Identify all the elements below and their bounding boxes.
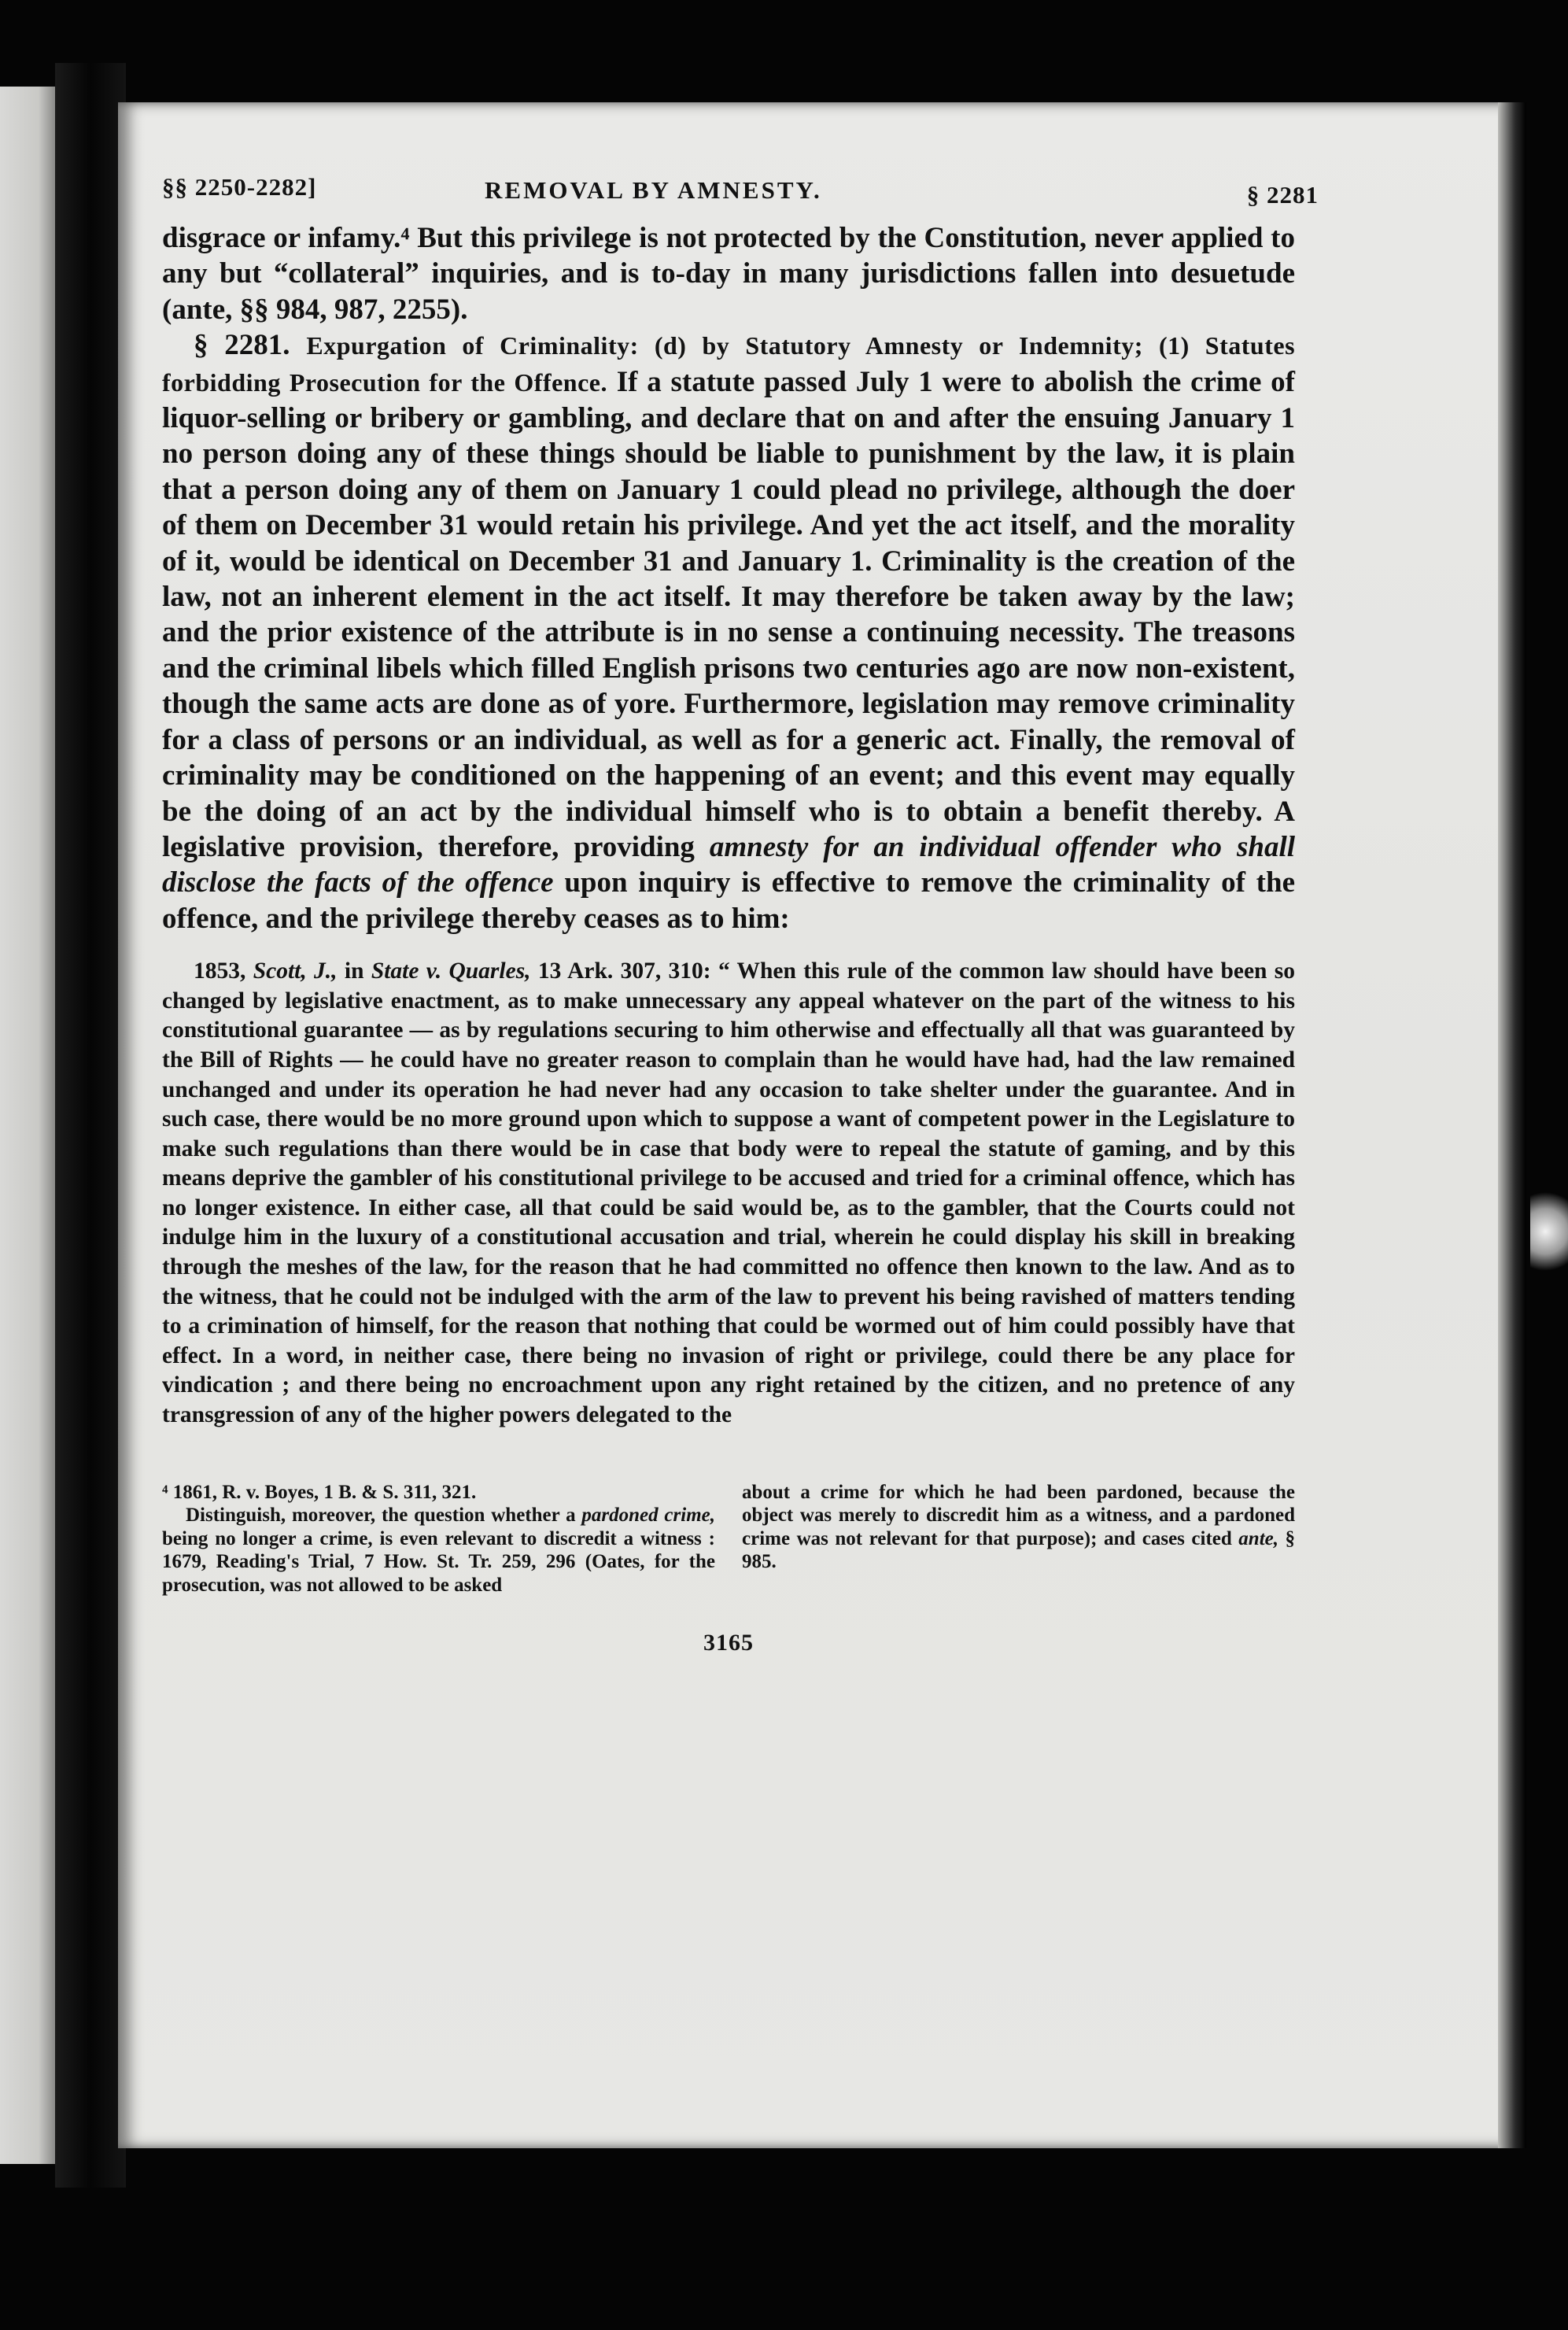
running-head-section-number: § 2281 [1246, 181, 1319, 209]
footnote-right-italic: ante, [1238, 1527, 1278, 1549]
running-head-sections: §§ 2250-2282] [162, 173, 317, 201]
main-text [162, 220, 1295, 936]
citation-case: State v. Quarles, [371, 958, 531, 984]
quotation-text: “ When this rule of the common law should have been so changed by legislative enactment, as to make unnecessary any appeal whatever on the part of the witness to his constitutional guarantee — as by regulations securing to him otherwise and effectually all that was guaranteed by the Bill of Rights — he could have no greater reason to complain than he would have had, had the law remained unchanged and under its operation he had never had any occasion to take shelter under the guarantee. And in such case, there would be no more ground upon which to suppose a want of competent power in the Legislature to make such regulations than there would be in case that body were to repeal the statute of gaming, and by this means deprive the gambler of his constitutional privilege to be accused and tried for a criminal offence, which has no longer existence. In either case, all that could be said would be, as to the gambler, that the Courts could not indulge him in the luxury of a constitutional accusation and trial, wherein he could display his skill in breaking through the meshes of the law, for the reason that he had committed no offence then known to the law. And as to the witness, that he could not be indulged with the arm of the law to prevent his being ravished of matters tending to a crimination of himself, for the reason that nothing that could be wormed out of him could possibly have that effect. In a word, in neither case, there being no invasion of right or privilege, could there be any place for vindication ; and there being no encroachment upon any right retained by the citizen, and no pretence of any transgression of any of the higher powers delegated to the [162, 958, 1296, 1428]
book-gutter [55, 63, 126, 2188]
section-text-end: upon inquiry is effective to remove the criminality of the offence, and the privilege thereby ceases as to him: [162, 866, 1296, 935]
footnote-text: Distinguish, moreover, the question whether a [186, 1505, 576, 1527]
footnote-column-right [742, 1481, 1295, 1597]
footnote-distinguish [162, 1504, 715, 1597]
citation-reference: 13 Ark. 307, 310: [537, 958, 711, 984]
footnote-continuation [742, 1481, 1295, 1574]
footnote-right-end: § 985. [742, 1527, 1296, 1573]
section-text: If a statute passed July 1 were to abolish the crime of liquor-selling or bribery or gambling, and declare that on and after the ensuing January 1 no person doing any of these things should be liable to punishment by the law, it is plain that a person doing any of them on January 1 could plead no privilege, although the doer of them on December 31 would retain his privilege. And yet the act itself, and the morality of it, would be identical on December 31 and January 1. Criminality is the creation of the law, not an inherent element in the act itself. It may therefore be taken away by the law; and the prior existence of the attribute is in no sense a continuing necessity. The treasons and the criminal libels which filled English prisons two centuries ago are now non-existent, though the same acts are done as of yore. Furthermore, legislation may remove criminality for a class of persons or an individual, as well as for a generic act. Finally, the removal of criminality may be conditioned on the happening of an event; and this event may equally be the doing of an act by the individual himself who is to obtain a benefit thereby. A legislative provision, therefore, providing [162, 365, 1295, 863]
footnote-column-left [162, 1481, 715, 1597]
footnote-right-text: about a crime for which he had been pardoned, because the object was merely to discredit him as a witness, and a pardoned crime was not relevant for that purpose); and cases cited [742, 1481, 1295, 1549]
footnotes [162, 1481, 1295, 1597]
page-number: 3165 [703, 1630, 754, 1656]
citation-judge: Scott, J., [253, 958, 338, 984]
page-right-edge [1498, 102, 1526, 2148]
running-head-title: REMOVAL BY AMNESTY. [485, 176, 822, 204]
section-text-italic: amnesty for an individual offender who shall disclose the facts of the offence [162, 830, 1296, 899]
case-quotation [162, 957, 1295, 1431]
footnote-text-continued: being no longer a crime, is even relevant to discredit a witness : 1679, Reading's Trial, 7 How. St. Tr. 259, 296 (Oates, for the prosecution, was not allowed to be asked [162, 1527, 715, 1596]
footnote-italic: pardoned crime, [581, 1505, 715, 1527]
section-number: § 2281. [194, 329, 290, 362]
adjacent-page-edge [0, 87, 55, 2164]
section-paragraph [162, 327, 1295, 936]
running-head [162, 173, 1319, 220]
continuation-paragraph: disgrace or infamy.⁴ But this privilege is not protected by the Constitution, never applied to any but “collateral” inquiries, and is to-day in many jurisdictions fallen into desuetude (ante, §§ 984, 987, 2255). [162, 222, 1295, 326]
footnote-4: ⁴ 1861, R. v. Boyes, 1 B. & S. 311, 321. [162, 1481, 477, 1503]
citation-year: 1853, [194, 958, 246, 984]
section-heading: Expurgation of Criminality: (d) by Statutory Amnesty or Indemnity; (1) Statutes forbidding Prosecution for the Offence. [162, 331, 1296, 397]
page-content [162, 173, 1319, 1656]
quotation-paragraph: 1853, Scott, J., in State v. Quarles, 13 Ark. 307, 310: “ When this rule of the common law should have been so changed by legislative enactment, as to make unnecessary any appeal whatever on the part of the witness to his constitutional guarantee — as by regulations securing to him otherwise and effectually all that was guaranteed by the Bill of Rights — he could have no greater reason to complain than he would have had, had the law remained unchanged and under its operation he had never had any occasion to take shelter under the guarantee. And in such case, there would be no more ground upon which to suppose a want of competent power in the Legislature to make such regulations than there would be in case that body were to repeal the statute of gaming, and by this means deprive the gambler of his constitutional privilege to be accused and tried for a criminal offence, which has no longer existence. In either case, all that could be said would be, as to the gambler, that the Courts could not indulge him in the luxury of a constitutional accusation and trial, wherein he could display his skill in breaking through the meshes of the law, for the reason that he had committed no offence then known to the law. And as to the witness, that he could not be indulged with the arm of the law to prevent his being ravished of matters tending to a crimination of himself, for the reason that nothing that could be wormed out of him could possibly have that effect. In a word, in neither case, there being no invasion of right or privilege, could there be any place for vindication ; and there being no encroachment upon any right retained by the citizen, and no pretence of any transgression of any of the higher powers delegated to the [162, 958, 1296, 1428]
scan-artifact [1530, 1180, 1568, 1283]
